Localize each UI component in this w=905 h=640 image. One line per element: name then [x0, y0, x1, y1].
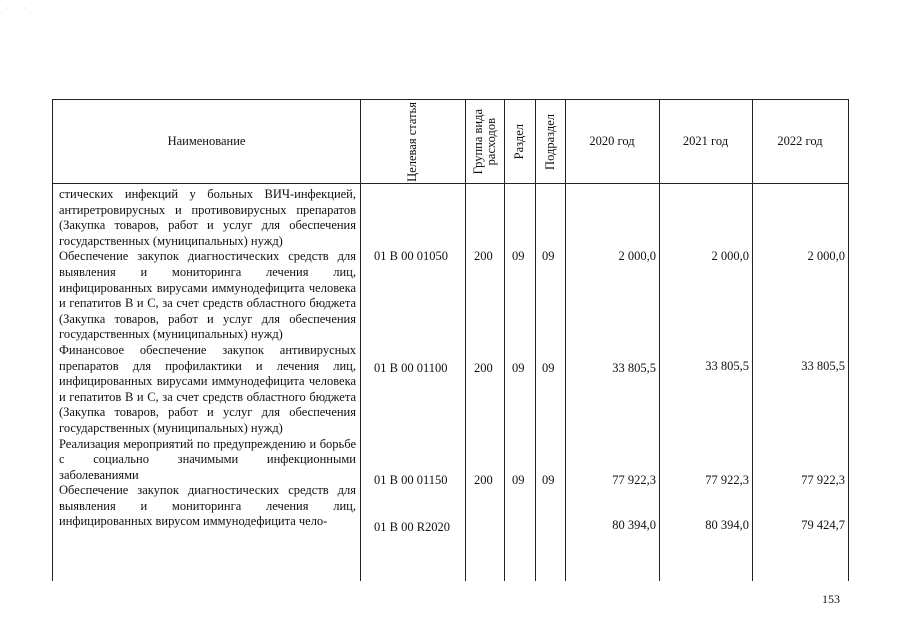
header-group	[465, 100, 504, 183]
item-text: стических инфекций у больных ВИЧ-инфекцией, антиретровирусных и противовирусных препаратов (Закупка товаров, работ и услуг для обеспечения государственных (муниципальных) нужд)	[59, 187, 356, 248]
scan-mark: · · ·	[6, 4, 28, 13]
amount-2021: 33 805,5	[705, 359, 749, 373]
amount-2020: 80 394,0	[612, 518, 656, 532]
header-2020: 2020 год	[589, 134, 635, 148]
subsection-code: 09	[542, 473, 555, 487]
section-code: 09	[512, 249, 525, 263]
amount-2022: 79 424,7	[801, 518, 845, 532]
amount-2021: 80 394,0	[705, 518, 749, 532]
section-code: 09	[512, 473, 525, 487]
item-text: Обеспечение закупок диагностических средств для выявления и мониторинга лечения лиц, инфицированных вирусом иммунодефицита чело-	[59, 483, 356, 529]
amount-2022: 33 805,5	[801, 359, 845, 373]
header-2022: 2022 год	[777, 134, 823, 148]
amount-2022: 77 922,3	[801, 473, 845, 487]
header-section: Раздел	[512, 123, 526, 160]
target-code: 01 В 00 R2020	[374, 520, 451, 534]
header-divider	[53, 183, 848, 184]
amount-2020: 2 000,0	[618, 249, 656, 263]
item-text: Финансовое обеспечение закупок антивирусных препаратов для профилактики и лечения лиц, инфицированных вирусами иммунодефицита человека и гепатитов В и С, за счет средств областного бюджета (Закупка товаров, работ и услуг для обеспечения государственных (муниципальных) нужд)	[59, 342, 356, 435]
amount-2021: 2 000,0	[711, 249, 749, 263]
amount-2020: 33 805,5	[612, 361, 656, 375]
header-name: Наименование	[167, 134, 246, 148]
header-target-label: Целевая статья	[405, 101, 419, 182]
header-target	[360, 100, 465, 183]
amount-2022: 2 000,0	[807, 249, 845, 263]
page-number: 153	[822, 592, 840, 606]
target-code: 01 В 00 01100	[374, 361, 448, 375]
group-code: 200	[474, 249, 493, 263]
name-column	[59, 187, 356, 530]
section-code: 09	[512, 361, 525, 375]
subsection-code: 09	[542, 249, 555, 263]
amount-2020: 77 922,3	[612, 473, 656, 487]
target-code: 01 В 00 01050	[374, 249, 448, 263]
budget-table	[52, 99, 849, 581]
target-code: 01 В 00 01150	[374, 473, 448, 487]
header-group-label: Группа вида расходов	[470, 108, 498, 175]
group-code: 200	[474, 361, 493, 375]
group-code: 200	[474, 473, 493, 487]
header-subsection: Подраздел	[542, 113, 557, 170]
amount-2021: 77 922,3	[705, 473, 749, 487]
item-text: Реализация мероприятий по предупреждению и борьбе с социально значимыми инфекционными заболеваниями	[59, 436, 356, 482]
header-2021: 2021 год	[682, 134, 729, 148]
item-text: Обеспечение закупок диагностических средств для выявления и мониторинга лечения лиц, инфицированных вирусами иммунодефицита человека и гепатитов В и С, за счет средств областного бюджета (Закупка товаров, работ и услуг для обеспечения государственных (муниципальных) нужд)	[59, 249, 356, 342]
subsection-code: 09	[542, 361, 555, 375]
